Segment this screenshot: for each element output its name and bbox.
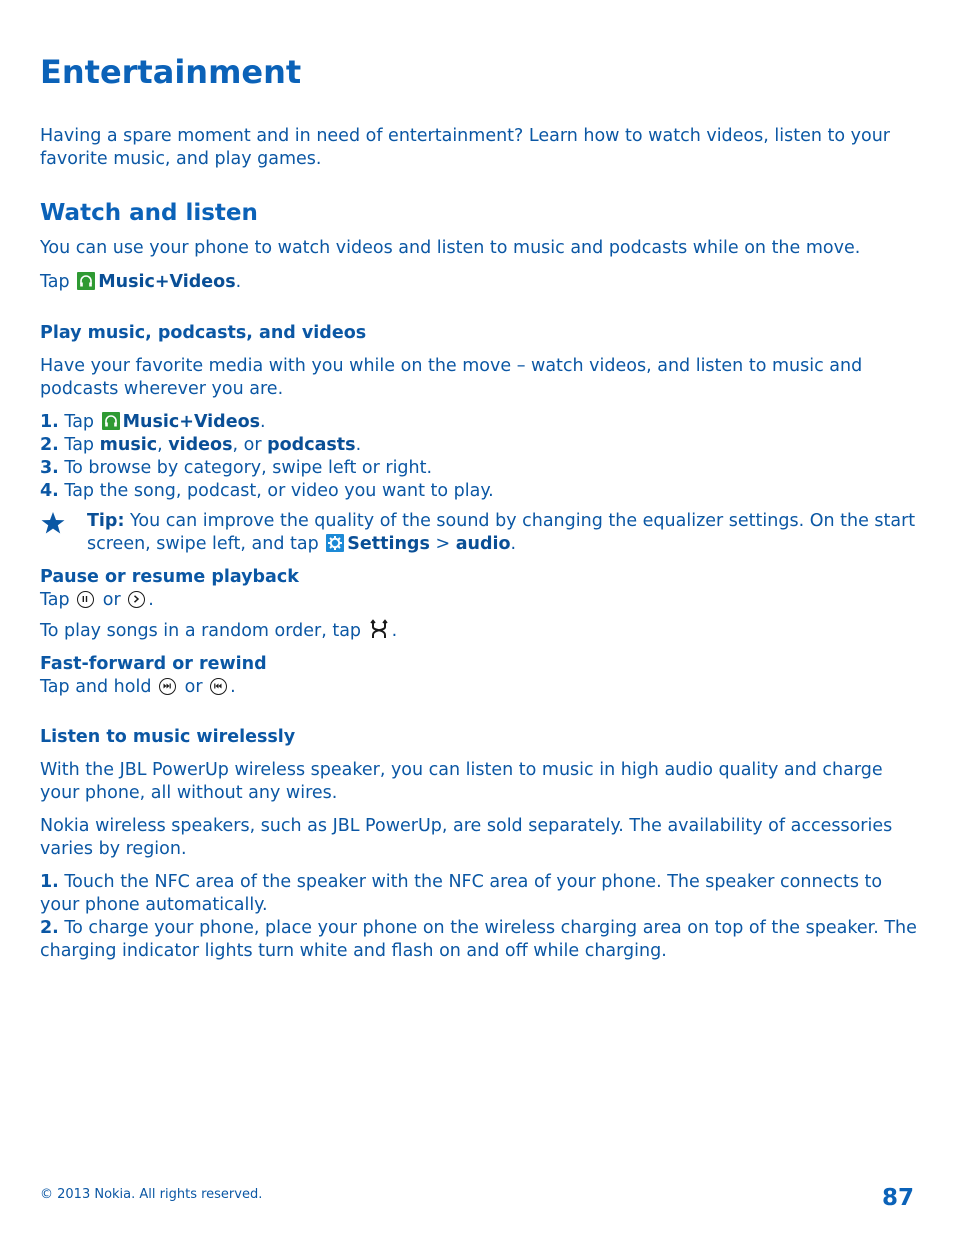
podcasts-label: podcasts <box>267 435 356 455</box>
intro-paragraph: Having a spare moment and in need of entertainment? Learn how to watch videos, listen to your favorite music, and play games. <box>40 126 890 169</box>
music-videos-app-label: Music+Videos <box>122 412 261 432</box>
step-number: 2. <box>40 918 59 938</box>
step-text: To charge your phone, place your phone on the wireless charging area on top of the speaker. The charging indicator lights turn white and flash on and off while charging. <box>40 918 917 961</box>
wireless-heading: Listen to music wirelessly <box>40 727 296 747</box>
wireless-paragraph-2: Nokia wireless speakers, such as JBL PowerUp, are sold separately. The availability of accessories varies by region. <box>40 816 893 859</box>
wireless-steps <box>40 871 920 963</box>
tip-text: You can improve the quality of the sound by changing the equalizer settings. On the start screen, swipe left, and tap <box>87 511 916 554</box>
list-item <box>40 480 920 503</box>
step-number: 4. <box>40 481 59 501</box>
list-item: 1. Tap Music+Videos. <box>40 412 266 432</box>
headphones-icon <box>77 272 95 290</box>
step-number: 1. <box>40 412 59 432</box>
period: . <box>235 272 242 292</box>
ff-line: Tap and hold or . <box>40 677 236 697</box>
play-heading: Play music, podcasts, and videos <box>40 323 367 343</box>
copyright: © 2013 Nokia. All rights reserved. <box>40 1187 263 1202</box>
pause-heading: Pause or resume playback <box>40 567 299 587</box>
videos-label: videos <box>168 435 233 455</box>
list-item <box>40 871 920 917</box>
list-item <box>40 917 920 963</box>
music-label: music <box>99 435 158 455</box>
tap-hold-text: Tap and hold <box>40 677 152 697</box>
fast-forward-icon <box>159 678 176 695</box>
shuffle-text: To play songs in a random order, tap <box>40 621 362 641</box>
music-videos-app-label: Music+Videos <box>98 272 236 292</box>
play-icon <box>128 591 145 608</box>
headphones-icon <box>102 412 120 430</box>
rewind-icon <box>210 678 227 695</box>
watch-tap-line <box>40 271 920 294</box>
watch-description: You can use your phone to watch videos and listen to music and podcasts while on the move. <box>40 238 861 258</box>
or-text: or <box>102 590 121 610</box>
wireless-paragraph-1: With the JBL PowerUp wireless speaker, you can listen to music in high audio quality and charge your phone, all without any wires. <box>40 760 883 803</box>
separator: > <box>435 534 451 554</box>
step-text: To browse by category, swipe left or right. <box>64 458 433 478</box>
list-item <box>40 457 920 480</box>
play-steps <box>40 411 920 503</box>
pause-icon <box>77 591 94 608</box>
pause-line: Tap or . <box>40 590 154 610</box>
step-number: 2. <box>40 435 59 455</box>
page-title: Entertainment <box>40 53 302 91</box>
or-text: or <box>184 677 203 697</box>
step-text: Tap the song, podcast, or video you want to play. <box>64 481 494 501</box>
play-description: Have your favorite media with you while on the move – watch videos, and listen to music and podcasts wherever you are. <box>40 356 863 399</box>
page-number: 87 <box>881 1185 914 1211</box>
or-text: or <box>243 435 262 455</box>
audio-label: audio <box>455 534 511 554</box>
watch-heading: Watch and listen <box>40 200 258 226</box>
tap-text: Tap <box>40 590 70 610</box>
shuffle-line: To play songs in a random order, tap . <box>40 621 398 641</box>
ff-heading: Fast-forward or rewind <box>40 654 267 674</box>
step-number: 1. <box>40 872 59 892</box>
tap-text: Tap <box>40 272 70 292</box>
step-text: Tap <box>64 435 95 455</box>
step-text: Touch the NFC area of the speaker with the NFC area of your phone. The speaker connects to your phone automatically. <box>40 872 883 915</box>
star-icon <box>40 510 66 536</box>
shuffle-icon <box>369 619 389 639</box>
step-number: 3. <box>40 458 59 478</box>
settings-label: Settings <box>347 534 430 554</box>
gear-icon <box>326 534 344 552</box>
list-item: 2. Tap music, videos, or podcasts. <box>40 435 362 455</box>
tip-paragraph: Tip: You can improve the quality of the sound by changing the equalizer settings. On the start screen, swipe left, and tap Settings > audio. <box>87 511 916 554</box>
tip-label: Tip: <box>87 511 125 531</box>
step-text: Tap <box>64 412 95 432</box>
